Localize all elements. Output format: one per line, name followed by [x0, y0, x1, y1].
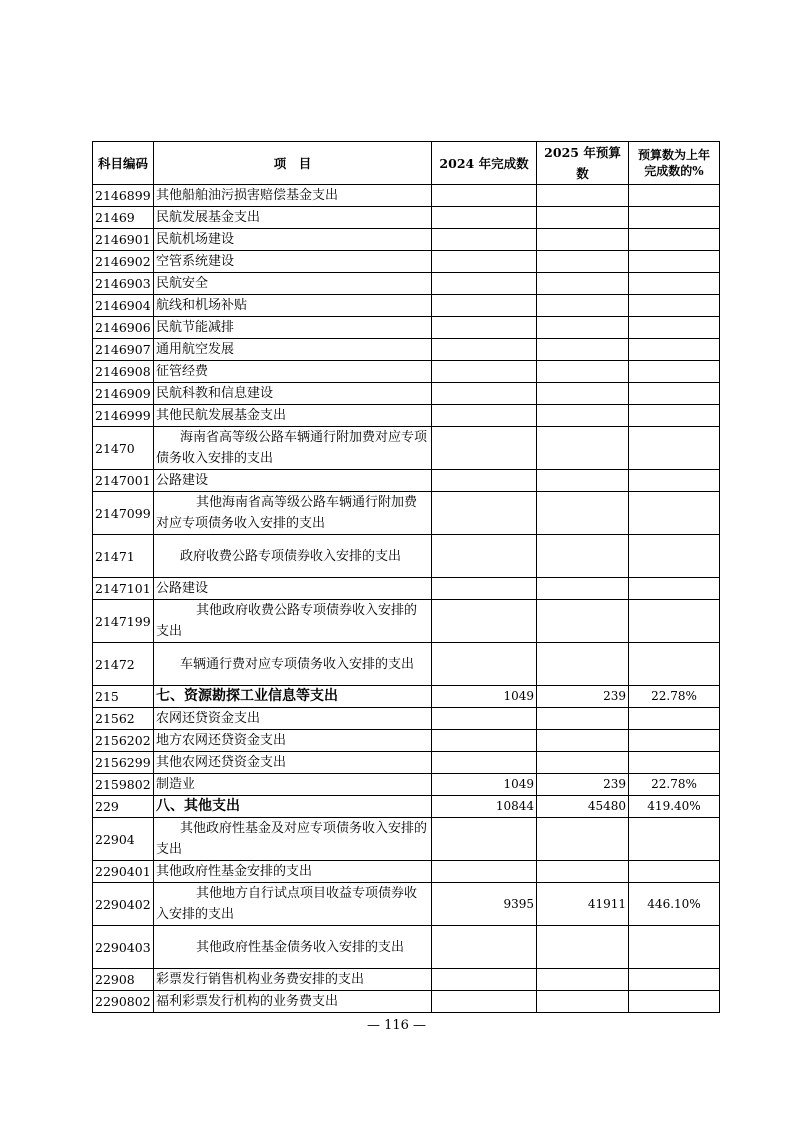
row-item-name: 其他船舶油污损害赔偿基金支出	[154, 185, 432, 207]
table-row	[93, 405, 720, 427]
row-budget-2025	[537, 861, 629, 883]
row-completed-2024	[432, 229, 537, 251]
row-percent	[629, 185, 720, 207]
row-budget-2025	[537, 752, 629, 774]
row-budget-2025	[537, 361, 629, 383]
table-row	[93, 251, 720, 273]
row-item-name: 其他地方自行试点项目收益专项债券收入安排的支出	[154, 883, 432, 926]
row-item-name: 空管系统建设	[154, 251, 432, 273]
row-budget-2025	[537, 317, 629, 339]
row-completed-2024	[432, 730, 537, 752]
row-item-name: 航线和机场补贴	[154, 295, 432, 317]
row-budget-2025	[537, 578, 629, 600]
row-code: 2146909	[93, 383, 154, 405]
table-row	[93, 578, 720, 600]
row-item-name: 七、资源勘探工业信息等支出	[154, 686, 432, 708]
header-percent-line1: 预算数为上年	[637, 148, 710, 162]
row-code: 2156202	[93, 730, 154, 752]
row-code: 2147199	[93, 600, 154, 643]
table-row	[93, 535, 720, 578]
row-code: 2147099	[93, 492, 154, 535]
row-percent	[629, 926, 720, 969]
row-budget-2025	[537, 969, 629, 991]
row-code: 2146899	[93, 185, 154, 207]
table-row	[93, 861, 720, 883]
table-row	[93, 470, 720, 492]
row-item-name: 民航安全	[154, 273, 432, 295]
row-budget-2025	[537, 643, 629, 686]
row-budget-2025	[537, 405, 629, 427]
row-item-name: 征管经费	[154, 361, 432, 383]
table-row	[93, 339, 720, 361]
table-row	[93, 273, 720, 295]
row-completed-2024: 1049	[432, 686, 537, 708]
row-budget-2025: 239	[537, 686, 629, 708]
row-code: 2147001	[93, 470, 154, 492]
row-percent	[629, 207, 720, 229]
row-completed-2024	[432, 926, 537, 969]
row-completed-2024: 1049	[432, 774, 537, 796]
row-code: 2146906	[93, 317, 154, 339]
row-percent	[629, 339, 720, 361]
row-budget-2025	[537, 818, 629, 861]
row-budget-2025: 41911	[537, 883, 629, 926]
row-item-name: 八、其他支出	[154, 796, 432, 818]
row-budget-2025	[537, 185, 629, 207]
row-completed-2024	[432, 991, 537, 1013]
row-code: 2146999	[93, 405, 154, 427]
row-code: 22908	[93, 969, 154, 991]
row-percent	[629, 405, 720, 427]
row-item-name: 农网还贷资金支出	[154, 708, 432, 730]
row-item-name: 车辆通行费对应专项债务收入安排的支出	[154, 643, 432, 686]
table-row	[93, 317, 720, 339]
row-completed-2024	[432, 207, 537, 229]
row-code: 2290402	[93, 883, 154, 926]
row-percent	[629, 535, 720, 578]
header-code: 科目编码	[93, 142, 154, 185]
row-budget-2025	[537, 926, 629, 969]
row-percent: 419.40%	[629, 796, 720, 818]
row-code: 2146907	[93, 339, 154, 361]
row-item-name: 制造业	[154, 774, 432, 796]
row-percent	[629, 991, 720, 1013]
row-code: 21472	[93, 643, 154, 686]
row-item-name: 其他政府性基金及对应专项债务收入安排的支出	[154, 818, 432, 861]
row-budget-2025	[537, 600, 629, 643]
table-row	[93, 361, 720, 383]
row-percent	[629, 273, 720, 295]
row-item-name: 政府收费公路专项债券收入安排的支出	[154, 535, 432, 578]
row-completed-2024	[432, 427, 537, 470]
row-completed-2024	[432, 861, 537, 883]
table-row	[93, 686, 720, 708]
row-code: 21471	[93, 535, 154, 578]
row-item-name: 民航机场建设	[154, 229, 432, 251]
table-row	[93, 643, 720, 686]
row-percent	[629, 818, 720, 861]
row-budget-2025	[537, 295, 629, 317]
table-row	[93, 774, 720, 796]
row-completed-2024	[432, 492, 537, 535]
table-row	[93, 708, 720, 730]
row-percent: 22.78%	[629, 774, 720, 796]
row-completed-2024: 9395	[432, 883, 537, 926]
row-completed-2024	[432, 600, 537, 643]
row-completed-2024	[432, 339, 537, 361]
row-budget-2025	[537, 991, 629, 1013]
row-completed-2024	[432, 969, 537, 991]
row-code: 22904	[93, 818, 154, 861]
row-item-name: 地方农网还贷资金支出	[154, 730, 432, 752]
row-budget-2025	[537, 251, 629, 273]
table-row	[93, 883, 720, 926]
row-percent	[629, 643, 720, 686]
row-item-name: 民航发展基金支出	[154, 207, 432, 229]
row-item-name: 海南省高等级公路车辆通行附加费对应专项债务收入安排的支出	[154, 427, 432, 470]
table-row	[93, 185, 720, 207]
row-code: 2146902	[93, 251, 154, 273]
row-completed-2024	[432, 361, 537, 383]
row-budget-2025: 239	[537, 774, 629, 796]
row-item-name: 其他政府收费公路专项债券收入安排的支出	[154, 600, 432, 643]
row-budget-2025	[537, 427, 629, 470]
row-budget-2025	[537, 535, 629, 578]
row-completed-2024	[432, 818, 537, 861]
row-item-name: 民航科教和信息建设	[154, 383, 432, 405]
row-completed-2024	[432, 383, 537, 405]
row-completed-2024	[432, 317, 537, 339]
row-item-name: 其他政府性基金债务收入安排的支出	[154, 926, 432, 969]
row-code: 2156299	[93, 752, 154, 774]
row-percent	[629, 295, 720, 317]
row-budget-2025	[537, 273, 629, 295]
header-item: 项 目	[154, 142, 432, 185]
row-budget-2025	[537, 492, 629, 535]
row-code: 2146901	[93, 229, 154, 251]
row-completed-2024	[432, 535, 537, 578]
row-item-name: 通用航空发展	[154, 339, 432, 361]
row-percent	[629, 492, 720, 535]
row-code: 21470	[93, 427, 154, 470]
row-percent	[629, 317, 720, 339]
row-code: 2159802	[93, 774, 154, 796]
row-percent	[629, 861, 720, 883]
row-percent	[629, 383, 720, 405]
budget-table	[92, 141, 720, 1013]
row-code: 21562	[93, 708, 154, 730]
table-row	[93, 991, 720, 1013]
row-completed-2024	[432, 578, 537, 600]
row-percent: 446.10%	[629, 883, 720, 926]
row-code: 2290802	[93, 991, 154, 1013]
header-completed-2024: 2024 年完成数	[432, 142, 537, 185]
table-row	[93, 752, 720, 774]
row-budget-2025	[537, 339, 629, 361]
table-row	[93, 796, 720, 818]
row-code: 2146903	[93, 273, 154, 295]
row-completed-2024	[432, 752, 537, 774]
table-row	[93, 730, 720, 752]
row-item-name: 其他政府性基金安排的支出	[154, 861, 432, 883]
row-budget-2025	[537, 708, 629, 730]
row-completed-2024	[432, 251, 537, 273]
row-completed-2024	[432, 185, 537, 207]
table-row	[93, 818, 720, 861]
row-percent	[629, 730, 720, 752]
row-code: 229	[93, 796, 154, 818]
header-percent-line2: 完成数的%	[644, 164, 704, 178]
header-percent	[629, 142, 720, 185]
row-item-name: 其他农网还贷资金支出	[154, 752, 432, 774]
row-item-name: 公路建设	[154, 578, 432, 600]
row-percent	[629, 361, 720, 383]
row-code: 2290403	[93, 926, 154, 969]
row-completed-2024	[432, 643, 537, 686]
row-item-name: 公路建设	[154, 470, 432, 492]
table-body	[93, 185, 720, 1013]
table-row	[93, 600, 720, 643]
row-item-name: 其他海南省高等级公路车辆通行附加费对应专项债务收入安排的支出	[154, 492, 432, 535]
row-budget-2025: 45480	[537, 796, 629, 818]
row-completed-2024	[432, 273, 537, 295]
row-budget-2025	[537, 470, 629, 492]
row-percent	[629, 251, 720, 273]
row-code: 2147101	[93, 578, 154, 600]
row-item-name: 其他民航发展基金支出	[154, 405, 432, 427]
row-percent	[629, 969, 720, 991]
table-row	[93, 969, 720, 991]
row-code: 2290401	[93, 861, 154, 883]
table-row	[93, 383, 720, 405]
page-number: — 116 —	[366, 1018, 427, 1033]
row-budget-2025	[537, 207, 629, 229]
row-budget-2025	[537, 229, 629, 251]
table-row	[93, 492, 720, 535]
row-percent	[629, 600, 720, 643]
table-row	[93, 926, 720, 969]
row-item-name: 彩票发行销售机构业务费安排的支出	[154, 969, 432, 991]
table-row	[93, 207, 720, 229]
table-header-row	[93, 142, 720, 185]
row-completed-2024	[432, 295, 537, 317]
row-code: 215	[93, 686, 154, 708]
row-percent: 22.78%	[629, 686, 720, 708]
row-item-name: 福利彩票发行机构的业务费支出	[154, 991, 432, 1013]
table-row	[93, 427, 720, 470]
row-percent	[629, 470, 720, 492]
row-budget-2025	[537, 383, 629, 405]
row-item-name: 民航节能减排	[154, 317, 432, 339]
header-budget-2025: 2025 年预算数	[537, 142, 629, 185]
row-completed-2024	[432, 708, 537, 730]
row-completed-2024: 10844	[432, 796, 537, 818]
table-row	[93, 295, 720, 317]
row-completed-2024	[432, 470, 537, 492]
row-percent	[629, 427, 720, 470]
row-code: 2146908	[93, 361, 154, 383]
row-percent	[629, 752, 720, 774]
row-percent	[629, 578, 720, 600]
row-completed-2024	[432, 405, 537, 427]
row-code: 21469	[93, 207, 154, 229]
row-budget-2025	[537, 730, 629, 752]
row-percent	[629, 229, 720, 251]
table-row	[93, 229, 720, 251]
row-code: 2146904	[93, 295, 154, 317]
row-percent	[629, 708, 720, 730]
